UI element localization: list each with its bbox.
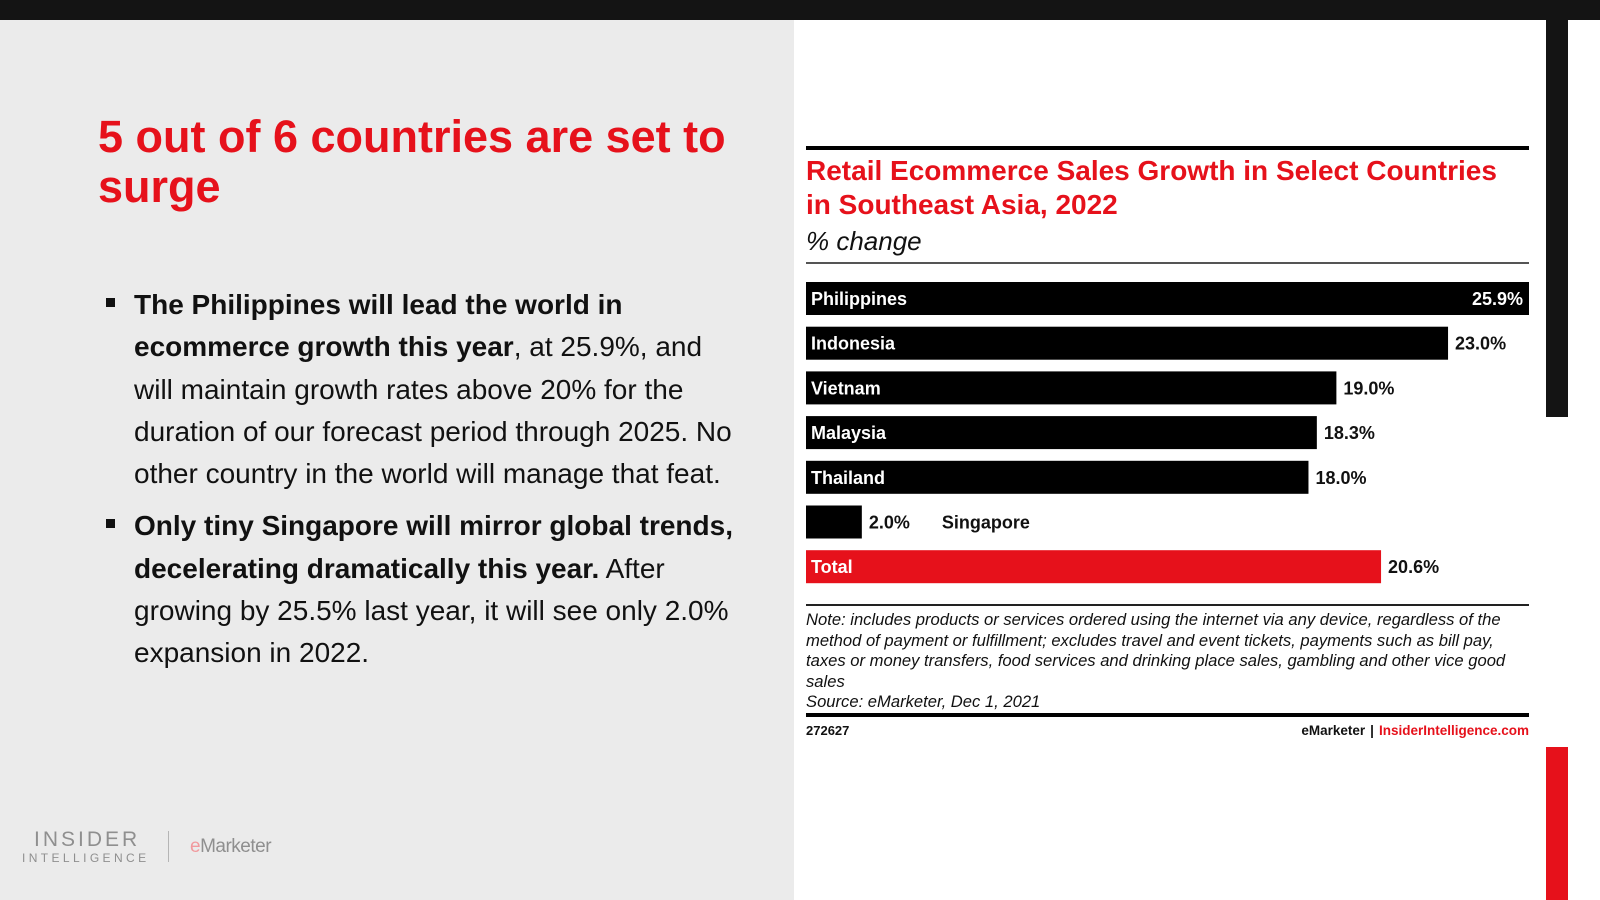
category-label-thailand: Thailand: [811, 467, 886, 488]
note-rule: [806, 604, 1529, 606]
chart-note-block: [806, 610, 1530, 713]
chart-title: Retail Ecommerce Sales Growth in Select Countries in Southeast Asia, 2022: [806, 155, 1497, 220]
bar-singapore: [806, 506, 862, 539]
bar-vietnam: [806, 371, 1336, 404]
bullet-text: , at 25.9%, and will maintain growth rates above 20% for the duration of our forecast period through 2025. No other country in the world will manage that feat.: [134, 331, 732, 490]
bar-philippines: [806, 282, 1529, 315]
category-label-malaysia: Malaysia: [811, 423, 887, 444]
bar-chart: [806, 270, 1546, 600]
value-label-vietnam: 19.0%: [1343, 378, 1395, 399]
bar-total: [806, 550, 1381, 583]
value-label-malaysia: 18.3%: [1323, 423, 1375, 444]
chart-id: 272627: [806, 723, 850, 738]
category-label-philippines: Philippines: [811, 289, 908, 309]
logo-divider: [168, 831, 169, 862]
emarketer-logo-rest: Marketer: [200, 836, 272, 857]
chart-bottom-rule: [806, 713, 1529, 717]
top-bar: [0, 0, 1600, 20]
value-label-thailand: 18.0%: [1315, 467, 1367, 488]
bar-indonesia: [806, 327, 1448, 360]
bullet-item: [106, 284, 746, 495]
category-label-indonesia: Indonesia: [811, 333, 896, 354]
edge-dark-strip: [1546, 20, 1568, 417]
value-label-singapore: 2.0%: [868, 512, 910, 533]
category-label-vietnam: Vietnam: [811, 378, 881, 399]
chart-subtitle: % change: [806, 226, 922, 256]
insider-intelligence-logo: [22, 828, 322, 868]
edge-red-strip: [1546, 747, 1568, 900]
bullet-bold-text: The Philippines will lead the world in ecommerce growth this year: [134, 289, 623, 363]
bullet-list: [106, 284, 746, 685]
chart-top-rule: [806, 146, 1529, 150]
chart-credit: [1282, 723, 1529, 738]
chart-header-rule: [806, 262, 1529, 264]
credit-separator: |: [1370, 723, 1374, 738]
credit-emarketer: eMarketer: [1301, 723, 1366, 738]
logo-insider-text: INSIDER: [34, 828, 141, 851]
logo-intelligence-text: INTELLIGENCE: [22, 851, 150, 865]
bullet-item: [106, 505, 746, 674]
bullet-bold-text: Only tiny Singapore will mirror global trends, decelerating dramatically this year.: [134, 510, 733, 584]
emarketer-logo-e: e: [190, 836, 201, 857]
value-label-philippines: 25.9%: [1471, 289, 1523, 309]
value-label-indonesia: 23.0%: [1455, 333, 1507, 354]
bullet-square-icon: [106, 519, 115, 528]
chart-source: Source: eMarketer, Dec 1, 2021: [806, 692, 1041, 711]
bullet-text: After growing by 25.5% last year, it will see only 2.0% expansion in 2022.: [134, 552, 729, 669]
bullet-square-icon: [106, 298, 115, 307]
slide-title: 5 out of 6 countries are set to surge: [98, 111, 726, 212]
value-label-total: 20.6%: [1388, 557, 1440, 578]
chart-note: Note: includes products or services ordered using the internet via any device, regardless of the method of payment or fulfillment; excludes travel and event tickets, payments such as bill pay, taxes or money transfers, food services and drinking place sales, gambling and other vice good sales: [806, 610, 1506, 691]
category-label-total: Total: [811, 557, 853, 578]
category-label-singapore: Singapore: [941, 512, 1030, 533]
credit-insider-link[interactable]: InsiderIntelligence.com: [1378, 723, 1529, 738]
emarketer-logo: [190, 836, 271, 858]
